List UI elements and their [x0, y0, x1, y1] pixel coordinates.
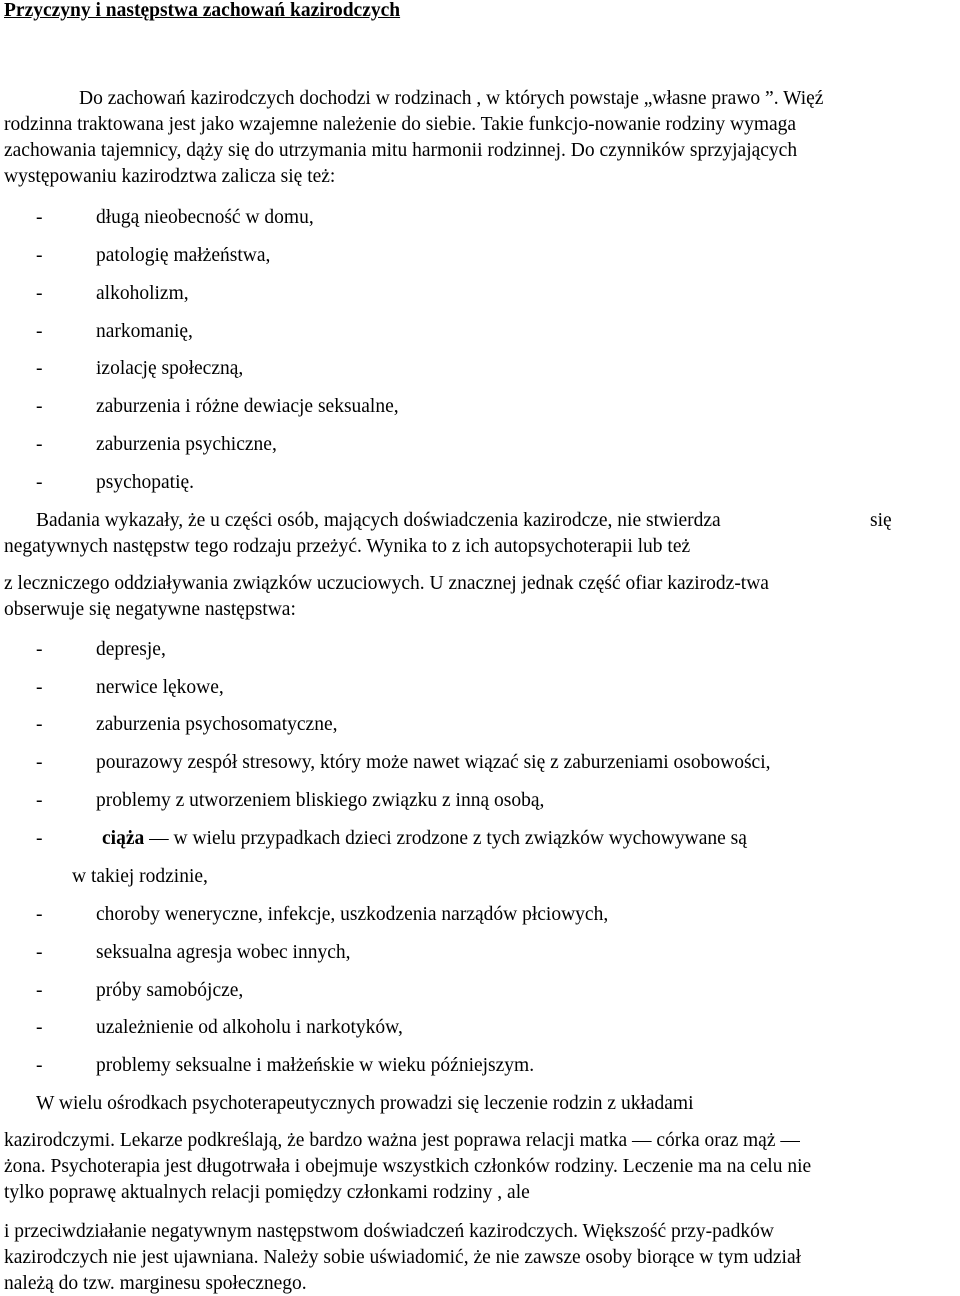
list-dash: - [36, 677, 43, 698]
list-item: izolację społeczną, [96, 358, 244, 379]
list-item: psychopatię. [96, 472, 195, 493]
list-dash: - [36, 358, 43, 379]
paragraph-1-line-1: Do zachowań kazirodczych dochodzi w rodzinach , w których powstaje „własne prawo ”. Więź [79, 88, 824, 109]
list-item: depresje, [96, 639, 166, 660]
list-item: alkoholizm, [96, 283, 189, 304]
list-dash: - [36, 828, 43, 849]
list-dash: - [36, 283, 43, 304]
list-item: długą nieobecność w domu, [96, 207, 314, 228]
list-dash: - [36, 714, 43, 735]
paragraph-1-line-2: rodzinna traktowana jest jako wzajemne należenie do siebie. Takie funkcjo-nowanie rodziny wymaga [4, 114, 797, 135]
list-item: narkomanię, [96, 321, 193, 342]
paragraph-2-line-1: Badania wykazały, że u części osób, mających doświadczenia kazirodcze, nie stwierdza [36, 510, 721, 531]
paragraph-3-line-4: tylko poprawę aktualnych relacji pomiędzy członkami rodziny , ale [4, 1182, 530, 1203]
ciaza-bold-word: ciąża [102, 828, 145, 849]
list-dash: - [36, 434, 43, 455]
list-item: próby samobójcze, [96, 980, 244, 1001]
list-dash: - [36, 1017, 43, 1038]
list-dash: - [36, 790, 43, 811]
ciaza-rest: — w wielu przypadkach dzieci zrodzone z tych związków wychowywane są [144, 828, 747, 849]
list-dash: - [36, 396, 43, 417]
paragraph-1-line-4: występowaniu kazirodztwa zalicza się też: [4, 166, 336, 187]
paragraph-3-line-5: i przeciwdziałanie negatywnym następstwom doświadczeń kazirodczych. Większość przy-padków [4, 1221, 774, 1242]
list-dash: - [36, 321, 43, 342]
list-item: uzależnienie od alkoholu i narkotyków, [96, 1017, 403, 1038]
list-item: problemy z utworzeniem bliskiego związku z inną osobą, [96, 790, 545, 811]
list-item-continuation: w takiej rodzinie, [72, 866, 208, 887]
list-dash: - [36, 904, 43, 925]
paragraph-3-line-2: kazirodczymi. Lekarze podkreślają, że bardzo ważna jest poprawa relacji matka — córka oraz mąż — [4, 1130, 800, 1151]
list-item: zaburzenia psychosomatyczne, [96, 714, 338, 735]
list-item: choroby weneryczne, infekcje, uszkodzenia narządów płciowych, [96, 904, 609, 925]
list-item: patologię małżeństwa, [96, 245, 271, 266]
list-dash: - [36, 472, 43, 493]
list-item: problemy seksualne i małżeńskie w wieku późniejszym. [96, 1055, 535, 1076]
paragraph-3-line-7: należą do tzw. marginesu społecznego. [4, 1273, 307, 1294]
list-dash: - [36, 1055, 43, 1076]
document-title: Przyczyny i następstwa zachowań kazirodczych [4, 0, 401, 21]
paragraph-2-line-4: obserwuje się negatywne następstwa: [4, 599, 296, 620]
list-item: zaburzenia psychiczne, [96, 434, 277, 455]
paragraph-3-line-6: kazirodczych nie jest ujawniana. Należy sobie uświadomić, że nie zawsze osoby biorące w tym udział [4, 1247, 802, 1268]
list-item: zaburzenia i różne dewiacje seksualne, [96, 396, 399, 417]
list-item-ciaza [102, 827, 747, 851]
list-dash: - [36, 752, 43, 773]
paragraph-1-line-3: zachowania tajemnicy, dąży się do utrzymania mitu harmonii rodzinnej. Do czynników sprzyjających [4, 140, 798, 161]
list-dash: - [36, 639, 43, 660]
list-dash: - [36, 942, 43, 963]
list-dash: - [36, 245, 43, 266]
paragraph-2-line-2: negatywnych następstw tego rodzaju przeżyć. Wynika to z ich autopsychoterapii lub też [4, 536, 691, 557]
list-item: seksualna agresja wobec innych, [96, 942, 351, 963]
list-item: nerwice lękowe, [96, 677, 224, 698]
paragraph-3-line-1: W wielu ośrodkach psychoterapeutycznych prowadzi się leczenie rodzin z układami [36, 1093, 694, 1114]
paragraph-2-line-3: z leczniczego oddziaływania związków uczuciowych. U znacznej jednak część ofiar kazirodz-twa [4, 573, 769, 594]
list-item: pourazowy zespół stresowy, który może nawet wiązać się z zaburzeniami osobowości, [96, 752, 771, 773]
list-dash: - [36, 207, 43, 228]
paragraph-3-line-3: żona. Psychoterapia jest długotrwała i obejmuje wszystkich członków rodziny. Leczenie ma na celu nie [4, 1156, 812, 1177]
list-dash: - [36, 980, 43, 1001]
paragraph-2-line-1-tail: się [870, 510, 892, 531]
